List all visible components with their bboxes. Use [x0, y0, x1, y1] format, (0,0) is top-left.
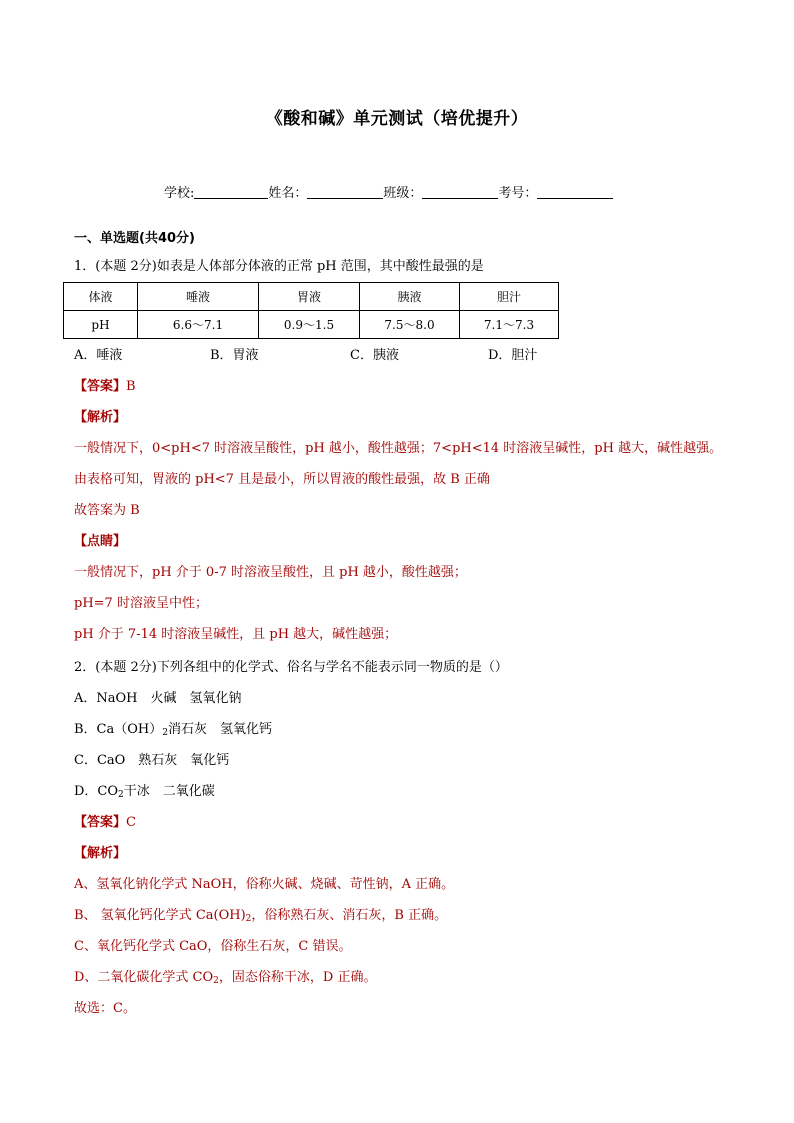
ph-table [63, 282, 559, 339]
exam-no-blank[interactable] [537, 186, 613, 199]
analysis-text: 由表格可知，胃液的 pH<7 且是最小，所以胃液的酸性最强，故 B 正确 [74, 472, 490, 487]
note-text: 一般情况下，pH 介于 0-7 时溶液呈酸性，且 pH 越小，酸性越强； [74, 565, 467, 580]
option-text: 干冰 二氧化碳 [123, 784, 215, 799]
option-c[interactable]: C．胰液 [350, 348, 399, 363]
analysis-text: 一般情况下，0<pH<7 时溶液呈酸性，pH 越小，酸性越强；7<pH<14 时溶液呈碱性，pH 越大，碱性越强。 [74, 441, 723, 456]
table-cell: pH [64, 311, 138, 339]
option-b[interactable]: B．胃液 [210, 348, 259, 363]
option-d[interactable] [74, 784, 215, 800]
analysis-part: B、 氢氧化钙化学式 Ca(OH) [74, 908, 246, 923]
answer-value: B [126, 379, 136, 394]
option-text: 消石灰 氢氧化钙 [167, 722, 272, 737]
option-c[interactable]: C．CaO 熟石灰 氧化钙 [74, 753, 230, 768]
option-text: D．CO [74, 784, 119, 799]
table-cell: 体液 [64, 283, 138, 311]
option-a[interactable]: A．唾液 [74, 348, 123, 363]
option-b[interactable] [74, 722, 272, 738]
analysis-text: A、氢氧化钠化学式 NaOH，俗称火碱、烧碱、苛性钠，A 正确。 [74, 877, 455, 892]
name-label: 姓名： [268, 186, 308, 201]
table-cell: 胰液 [360, 283, 460, 311]
table-cell: 7.5～8.0 [360, 311, 460, 339]
class-label: 班级： [383, 186, 423, 201]
subscript: 2 [245, 914, 252, 924]
table-cell: 0.9～1.5 [259, 311, 360, 339]
exam-no-label: 考号： [498, 186, 538, 201]
answer-tag: 【答案】 [74, 815, 127, 830]
q2-answer-line [74, 815, 136, 831]
q1-options [74, 348, 537, 364]
answer-tag: 【答案】 [74, 379, 127, 394]
table-cell: 唾液 [138, 283, 259, 311]
student-info-line [164, 182, 613, 201]
note-tag: 【点睛】 [74, 534, 127, 549]
table-row [64, 311, 559, 339]
analysis-text: 故选：C。 [74, 1001, 136, 1016]
answer-value: C [126, 815, 136, 830]
analysis-part: ，俗称熟石灰、消石灰，B 正确。 [251, 908, 448, 923]
analysis-text: C、氧化钙化学式 CaO，俗称生石灰，C 错误。 [74, 939, 352, 954]
q1-answer-line [74, 379, 136, 395]
school-label: 学校: [164, 186, 195, 201]
option-a[interactable]: A．NaOH 火碱 氢氧化钠 [74, 691, 242, 706]
name-blank[interactable] [307, 186, 383, 199]
q1-stem: 1．(本题 2分)如表是人体部分体液的正常 pH 范围，其中酸性最强的是 [74, 259, 484, 274]
table-cell: 胃液 [259, 283, 360, 311]
table-cell: 胆汁 [460, 283, 559, 311]
page-title: 《酸和碱》单元测试（培优提升） [265, 109, 529, 129]
section-heading: 一、单选题(共40分) [74, 231, 195, 246]
analysis-tag: 【解析】 [74, 410, 127, 425]
analysis-part: D、二氧化碳化学式 CO [74, 970, 214, 985]
note-text: pH 介于 7-14 时溶液呈碱性，且 pH 越大，碱性越强； [74, 627, 398, 642]
analysis-tag: 【解析】 [74, 846, 127, 861]
note-text: pH=7 时溶液呈中性； [74, 596, 208, 611]
option-text: B．Ca（OH） [74, 722, 163, 737]
subscript: 2 [162, 728, 168, 738]
option-d[interactable]: D．胆汁 [488, 348, 538, 363]
q2-stem: 2．(本题 2分)下列各组中的化学式、俗名与学名不能表示同一物质的是（） [74, 660, 508, 675]
analysis-part: ，固态俗称干冰，D 正确。 [218, 970, 377, 985]
table-row [64, 283, 559, 311]
analysis-text: 故答案为 B [74, 503, 140, 518]
subscript: 2 [213, 976, 219, 986]
analysis-text [74, 908, 447, 924]
class-blank[interactable] [422, 186, 498, 199]
analysis-text [74, 970, 376, 986]
table-cell: 6.6～7.1 [138, 311, 259, 339]
table-cell: 7.1～7.3 [460, 311, 559, 339]
school-blank[interactable] [194, 186, 268, 199]
subscript: 2 [118, 790, 124, 800]
